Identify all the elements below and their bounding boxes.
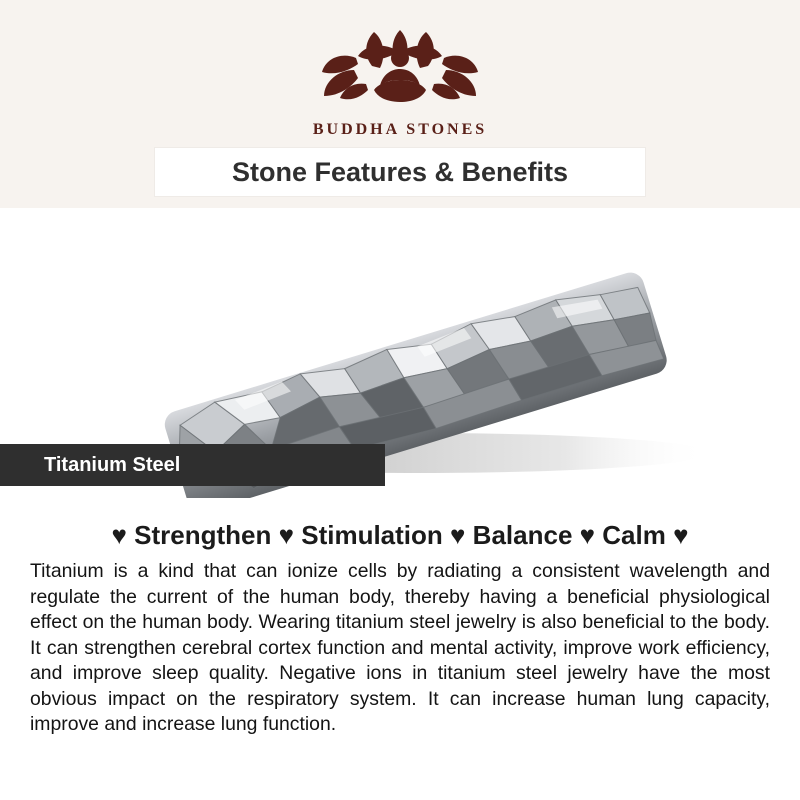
title-band: [155, 148, 645, 196]
benefit-keywords: ♥ Strengthen ♥ Stimulation ♥ Balance ♥ Calm ♥: [111, 520, 689, 550]
product-label: Titanium Steel: [44, 454, 181, 476]
lotus-meditation-icon: [310, 101, 490, 118]
header: [0, 0, 800, 208]
content-panel: [0, 498, 800, 800]
product-label-bar: [0, 444, 385, 486]
benefit-description: Titanium is a kind that can ionize cells by radiating a consistent wavelength and regulate the current of the human body, thereby having a beneficial physiological effect on the human body. Wearing titanium steel jewelry is also beneficial to the body. It can strengthen cerebral cortex function and mental activity, improve work efficiency, and improve sleep quality. Negative ions in titanium steel jewelry have the most obvious impact on the respiratory system. It can increase human lung capacity, improve and increase lung function.: [30, 560, 770, 735]
brand-name: BUDDHA STONES: [312, 121, 488, 138]
page-title: Stone Features & Benefits: [231, 157, 569, 187]
brand-logo: [0, 22, 800, 139]
